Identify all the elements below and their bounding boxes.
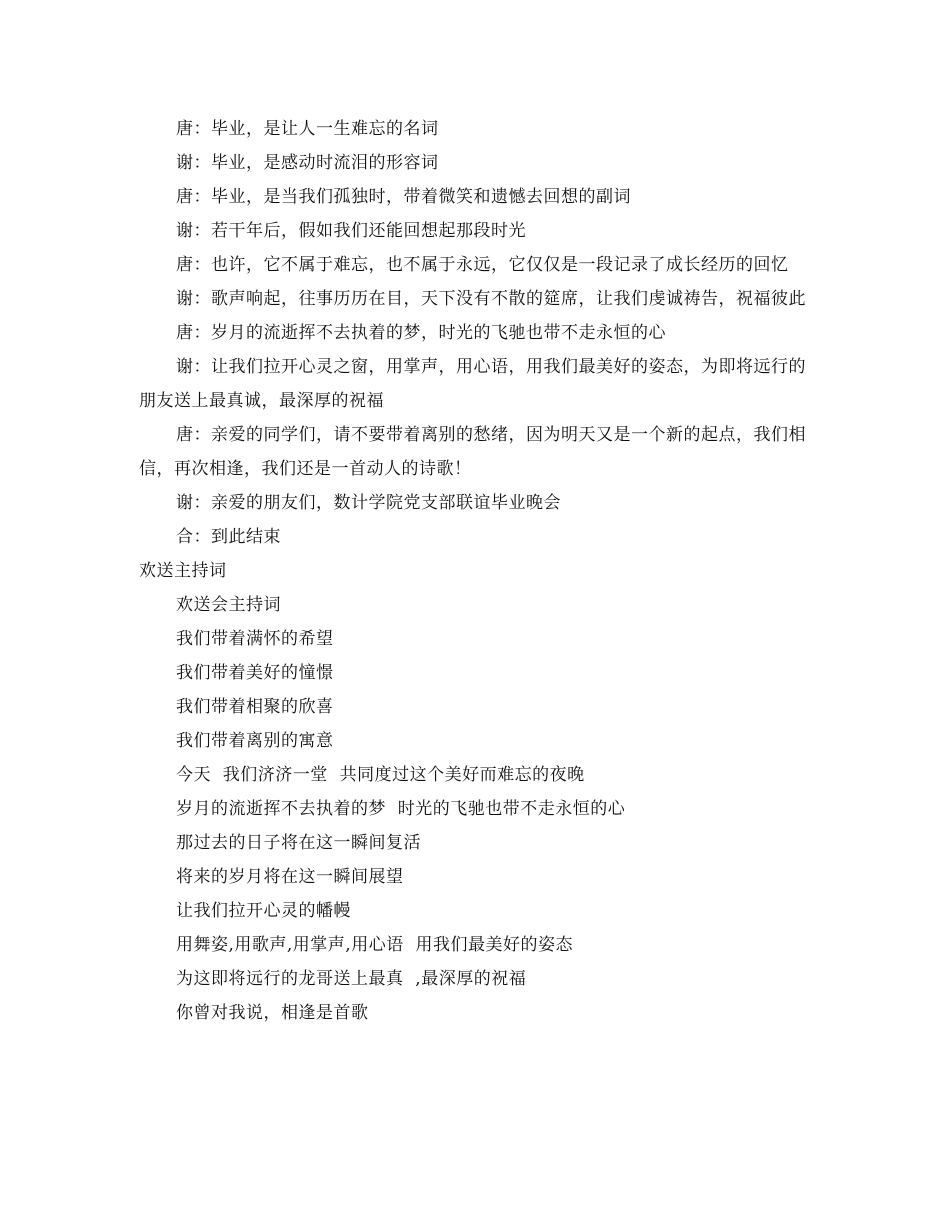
dialogue-line — [139, 350, 819, 418]
speaker-label: 谢： — [176, 221, 211, 241]
dialogue-block — [139, 112, 819, 554]
dialogue-text: 毕业，是感动时流泪的形容词 — [211, 153, 439, 173]
dialogue-line — [139, 486, 819, 520]
speaker-label: 唐： — [176, 323, 211, 343]
section-line: 我们带着美好的憧憬 — [176, 663, 334, 683]
speaker-label: 合： — [176, 527, 211, 547]
speaker-label: 谢： — [176, 357, 211, 377]
section-line: 我们带着离别的寓意 — [176, 731, 334, 751]
dialogue-line — [139, 282, 819, 316]
dialogue-line — [139, 112, 819, 146]
dialogue-line — [139, 180, 819, 214]
dialogue-text: 亲爱的同学们，请不要带着离别的愁绪，因为明天又是一个新的起点，我们相信，再次相逢，我们还是一首动人的诗歌！ — [139, 425, 806, 479]
speaker-label: 唐： — [176, 187, 211, 207]
dialogue-line — [139, 146, 819, 180]
dialogue-text: 毕业，是让人一生难忘的名词 — [211, 119, 439, 139]
speaker-label: 唐： — [176, 425, 211, 445]
section-line: 你曾对我说，相逢是首歌 — [176, 1003, 369, 1023]
section-line: 欢送会主持词 — [176, 595, 281, 615]
section-line: 岁月的流逝挥不去执着的梦 时光的飞驰也带不走永恒的心 — [176, 799, 626, 819]
speaker-label: 谢： — [176, 153, 211, 173]
section-line: 我们带着相聚的欣喜 — [176, 697, 334, 717]
dialogue-text: 也许，它不属于难忘，也不属于永远，它仅仅是一段记录了成长经历的回忆 — [211, 255, 789, 275]
speaker-label: 谢： — [176, 493, 211, 513]
section-line: 为这即将远行的龙哥送上最真 ,最深厚的祝福 — [176, 969, 527, 989]
section-line: 我们带着满怀的希望 — [176, 629, 334, 649]
dialogue-text: 岁月的流逝挥不去执着的梦，时光的飞驰也带不走永恒的心 — [211, 323, 666, 343]
document-page — [139, 112, 819, 1030]
dialogue-line — [139, 248, 819, 282]
section-line: 用舞姿,用歌声,用掌声,用心语 用我们最美好的姿态 — [176, 935, 574, 955]
section-line: 将来的岁月将在这一瞬间展望 — [176, 867, 404, 887]
section-line: 那过去的日子将在这一瞬间复活 — [176, 833, 421, 853]
speaker-label: 唐： — [176, 255, 211, 275]
dialogue-line — [139, 214, 819, 248]
dialogue-text: 亲爱的朋友们，数计学院党支部联谊毕业晚会 — [211, 493, 561, 513]
speaker-label: 谢： — [176, 289, 211, 309]
section-title: 欢送主持词 — [139, 561, 227, 581]
dialogue-text: 让我们拉开心灵之窗，用掌声，用心语，用我们最美好的姿态，为即将远行的朋友送上最真诚，最深厚的祝福 — [139, 357, 806, 411]
speaker-label: 唐： — [176, 119, 211, 139]
dialogue-line — [139, 520, 819, 554]
dialogue-text: 若干年后，假如我们还能回想起那段时光 — [211, 221, 526, 241]
dialogue-text: 毕业，是当我们孤独时，带着微笑和遗憾去回想的副词 — [211, 187, 631, 207]
dialogue-line — [139, 316, 819, 350]
dialogue-text: 歌声响起，往事历历在目，天下没有不散的筵席，让我们虔诚祷告，祝福彼此 — [211, 289, 806, 309]
section-line: 今天 我们济济一堂 共同度过这个美好而难忘的夜晚 — [176, 765, 585, 785]
section-body — [139, 588, 819, 1030]
section-line: 让我们拉开心灵的幡幔 — [176, 901, 351, 921]
dialogue-text: 到此结束 — [211, 527, 281, 547]
dialogue-line — [139, 418, 819, 486]
